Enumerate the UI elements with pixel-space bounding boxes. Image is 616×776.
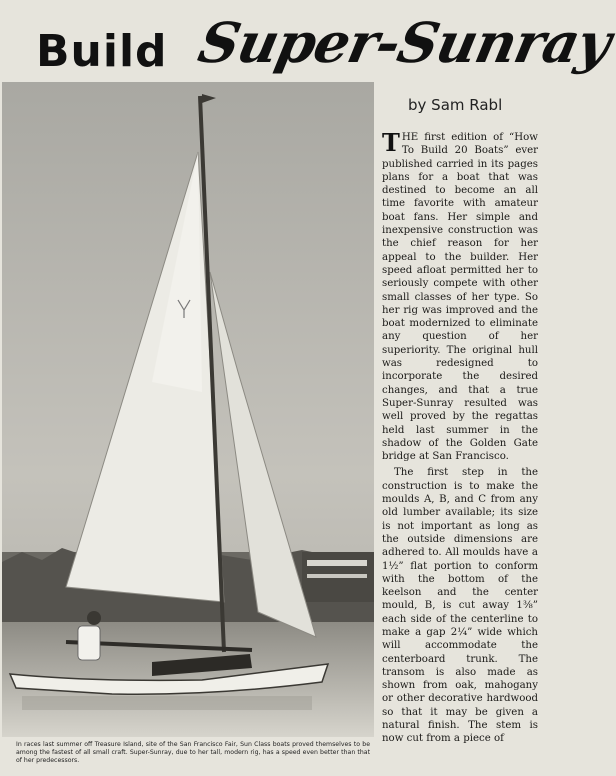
article-body [382, 128, 538, 749]
photo-caption: In races last summer off Treasure Island, site of the San Francisco Fair, Sun Class boats proved themselves to be among the fastest of all small craft. Super-Sunray, due to her tall, modern rig, has a speed even better than that of her predecessors. [16, 741, 370, 764]
paragraph-2: The first step in the construction is to make the moulds A, B, and C from any old lumber available; its size is not important as long as the outside dimensions are adhered to. All moulds have a 1½” flat portion to conform with the bottom of the keelson and the center mould, B, is cut away 1⅜” each side of the centerline to make a gap 2¼” wide which will accommodate the centerboard trunk. The transom is also made as shown from oak, mahogany or other decorative hardwood so that it may be given a natural finish. The stem is now cut from a piece of [382, 467, 538, 745]
drop-cap: T [382, 128, 400, 157]
paragraph-1-text: HE first edition of “How To Build 20 Boats” ever published carried in its pages plans for a boat that was destined to become an all time favorite with amateur boat fans. Her simple and inexpensive construction was the chief reason for her appeal to the builder. Her speed afloat permitted her to seriously compete with other small classes of her type. So her rig was improved and the boat modernized to eliminate any question of her superiority. The original hull was redesigned to incorporate the desired changes, and that a true Super-Sunray resulted was well proved by the regattas held last summer in the shadow of the Golden Gate bridge at San Francisco. [382, 132, 538, 463]
sailor-head [87, 611, 101, 625]
paragraph-1 [382, 128, 538, 463]
sailboat-illustration [2, 82, 374, 737]
article-headline [0, 0, 616, 92]
headline-build: Build [36, 26, 168, 77]
sailboat-photo [2, 82, 374, 737]
sailor-body [78, 626, 100, 660]
author-byline: by Sam Rabl [408, 96, 503, 114]
headline-super-sunray: Super-Sunray [193, 10, 616, 75]
